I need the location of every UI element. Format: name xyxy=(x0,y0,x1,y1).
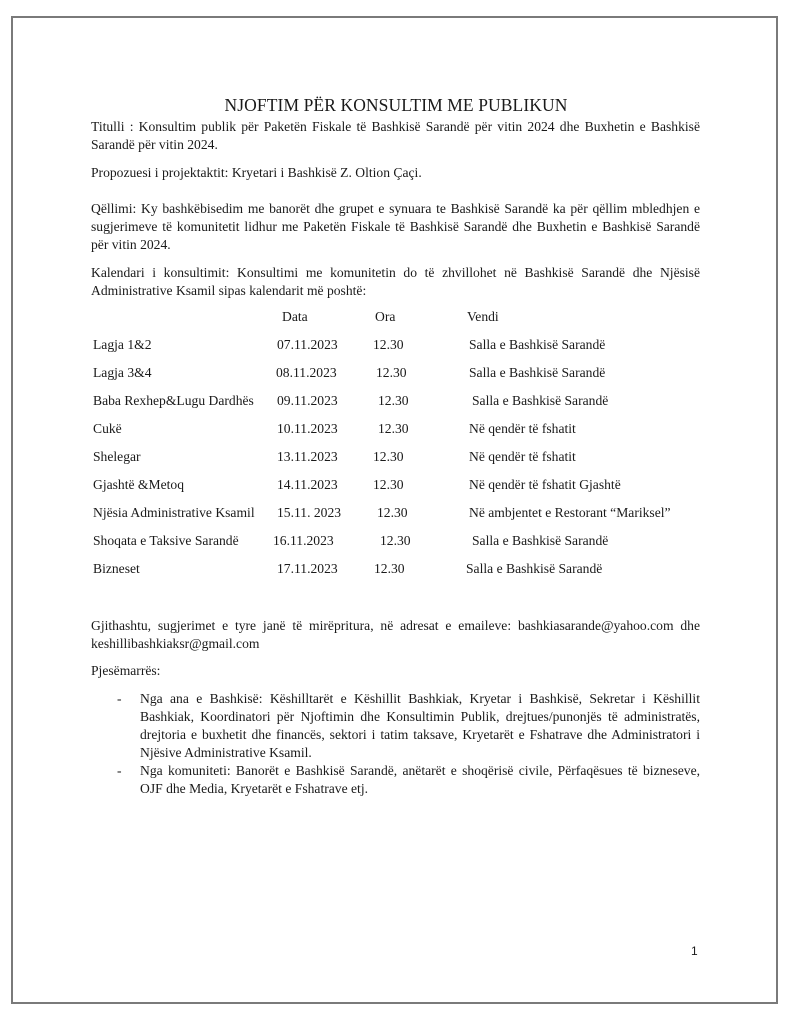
cell-vendi: Salla e Bashkisë Sarandë xyxy=(469,337,606,352)
table-row xyxy=(91,421,711,439)
table-row xyxy=(91,365,711,383)
cell-data: 13.11.2023 xyxy=(277,449,338,464)
cell-ora: 12.30 xyxy=(378,421,409,436)
page-number: 1 xyxy=(691,944,698,958)
table-row xyxy=(91,561,711,579)
cell-group: Cukë xyxy=(93,421,122,436)
cell-group: Lagja 1&2 xyxy=(93,337,152,352)
cell-ora: 12.30 xyxy=(378,393,409,408)
cell-ora: 12.30 xyxy=(377,505,408,520)
cell-ora: 12.30 xyxy=(376,365,407,380)
dash-bullet: - xyxy=(117,763,122,778)
schedule-header-row xyxy=(91,309,711,327)
header-ora: Ora xyxy=(375,309,396,324)
cell-data: 09.11.2023 xyxy=(277,393,338,408)
qellimi-paragraph: Qëllimi: Ky bashkëbisedim me banorët dhe grupet e synuara te Bashkisë Sarandë ka për qëllim mbledhjen e sugjerimeve të komunitetit lidhur me Paketën Fiskale të Bashkisë Sarandë dhe Buxhetin e Bashkisë Sarandë për vitin 2024. xyxy=(91,201,700,252)
table-row xyxy=(91,477,711,495)
cell-data: 08.11.2023 xyxy=(276,365,337,380)
cell-group: Lagja 3&4 xyxy=(93,365,152,380)
cell-ora: 12.30 xyxy=(374,561,405,576)
cell-group: Shoqata e Taksive Sarandë xyxy=(93,533,239,548)
cell-data: 17.11.2023 xyxy=(277,561,338,576)
list-item-text: Nga komuniteti: Banorët e Bashkisë Sarandë, anëtarët e shoqërisë civile, Përfaqësues të bizneseve, OJF dhe Media, Kryetarët e Fshatrave etj. xyxy=(140,763,700,796)
pjesemarres-label: Pjesëmarrës: xyxy=(91,663,161,678)
kalendari-paragraph: Kalendari i konsultimit: Konsultimi me komunitetin do të zhvillohet në Bashkisë Sarandë dhe Njësisë Administrative Ksamil sipas kalendarit më poshtë: xyxy=(91,265,700,298)
participants-list xyxy=(91,690,700,798)
propozuesi-paragraph: Propozuesi i projektaktit: Kryetari i Bashkisë Z. Oltion Çaçi. xyxy=(91,165,422,180)
list-item xyxy=(91,690,700,762)
cell-group: Bizneset xyxy=(93,561,140,576)
cell-ora: 12.30 xyxy=(380,533,411,548)
cell-vendi: Salla e Bashkisë Sarandë xyxy=(466,561,603,576)
dash-bullet: - xyxy=(117,691,122,706)
cell-group: Shelegar xyxy=(93,449,141,464)
cell-vendi: Në qendër të fshatit Gjashtë xyxy=(469,477,621,492)
cell-group: Baba Rexhep&Lugu Dardhës xyxy=(93,393,254,408)
cell-data: 07.11.2023 xyxy=(277,337,338,352)
header-data: Data xyxy=(282,309,308,324)
cell-ora: 12.30 xyxy=(373,449,404,464)
list-item-text: Nga ana e Bashkisë: Këshilltarët e Këshillit Bashkiak, Kryetar i Bashkisë, Sekretar i Këshillit Bashkiak, Koordinatori për Njoftimin dhe Konsultimin Publik, drejtues/punonjës të administratës, drejtoria e buxhetit dhe financës, sektori i tatim taksave, Kryetarët e Fshatrave dhe Administratori i Njësive Administrative Ksamil. xyxy=(140,691,700,760)
table-row xyxy=(91,449,711,467)
titulli-paragraph: Titulli : Konsultim publik për Paketën Fiskale të Bashkisë Sarandë për vitin 2024 dhe Buxhetin e Bashkisë Sarandë për vitin 2024. xyxy=(91,119,700,152)
cell-group: Gjashtë &Metoq xyxy=(93,477,184,492)
cell-ora: 12.30 xyxy=(373,337,404,352)
gjithashtu-paragraph: Gjithashtu, sugjerimet e tyre janë të mirëpritura, në adresat e emaileve: bashkiasarande@yahoo.com dhe keshillibashkiaksr@gmail.com xyxy=(91,618,700,651)
cell-group: Njësia Administrative Ksamil xyxy=(93,505,255,520)
cell-vendi: Në qendër të fshatit xyxy=(469,449,576,464)
cell-data: 16.11.2023 xyxy=(273,533,334,548)
cell-data: 10.11.2023 xyxy=(277,421,338,436)
cell-vendi: Salla e Bashkisë Sarandë xyxy=(472,393,609,408)
list-item xyxy=(91,762,700,798)
cell-data: 14.11.2023 xyxy=(277,477,338,492)
cell-data: 15.11. 2023 xyxy=(277,505,342,520)
cell-vendi: Salla e Bashkisë Sarandë xyxy=(469,365,606,380)
document-title: NJOFTIM PËR KONSULTIM ME PUBLIKUN xyxy=(224,95,568,115)
cell-vendi: Në qendër të fshatit xyxy=(469,421,576,436)
table-row xyxy=(91,533,711,551)
table-row xyxy=(91,337,711,355)
cell-ora: 12.30 xyxy=(373,477,404,492)
header-vendi: Vendi xyxy=(467,309,499,324)
cell-vendi: Salla e Bashkisë Sarandë xyxy=(472,533,609,548)
table-row xyxy=(91,393,711,411)
table-row xyxy=(91,505,711,523)
cell-vendi: Në ambjentet e Restorant “Mariksel” xyxy=(469,505,671,520)
